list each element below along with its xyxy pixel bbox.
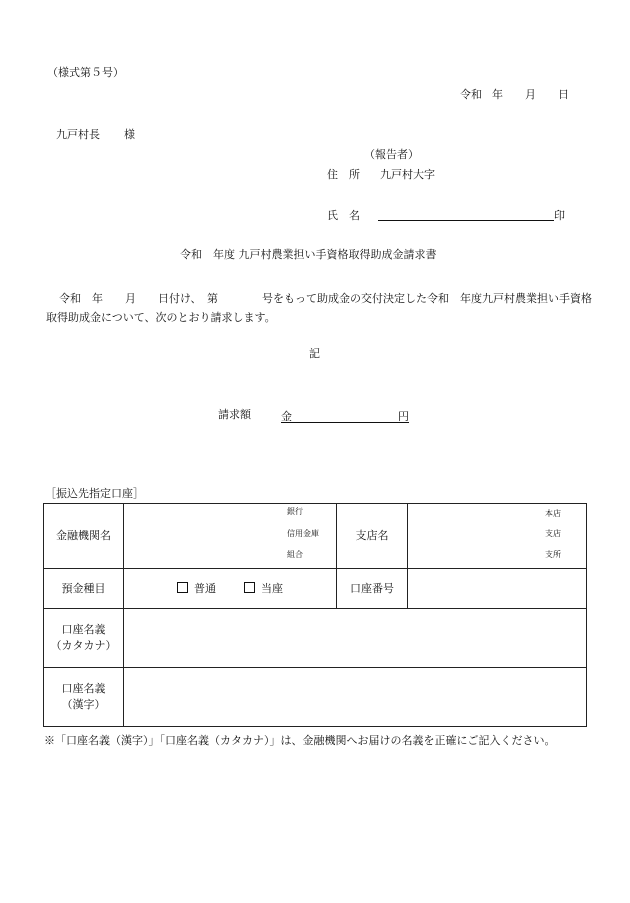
amount-field[interactable] <box>281 410 409 423</box>
addressee <box>56 128 135 141</box>
footnote: ※「口座名義（漢字）」「口座名義（カタカナ）」は、金融機関へお届けの名義を正確にご記入ください。 <box>44 734 556 747</box>
holder-kanji-cell[interactable] <box>124 668 587 727</box>
name-row <box>327 208 565 222</box>
deposit-type-label: 預金種目 <box>44 569 124 609</box>
checkbox-icon[interactable] <box>244 582 255 593</box>
institution-type-shinkin: 信用金庫 <box>287 529 319 538</box>
institution-name-cell[interactable] <box>124 504 337 569</box>
holder-kana-row <box>44 609 587 668</box>
branch-type-shiten: 支店 <box>545 529 561 538</box>
account-number-label: 口座番号 <box>337 569 408 609</box>
institution-type-bank: 銀行 <box>287 507 303 516</box>
amount-label: 請求額 <box>218 408 251 421</box>
request-body-text: 令和 年 月 日付け、 第 号をもって助成金の交付決定した令和 年度九戸村農業担い手資格取得助成金について、次のとおり請求します。 <box>46 292 593 324</box>
account-number-cell[interactable] <box>408 569 587 609</box>
name-label: 氏 名 <box>327 209 360 222</box>
deposit-options-cell <box>124 569 337 609</box>
holder-kanji-label: 口座名義 （漢字） <box>44 668 124 727</box>
deposit-option-toza[interactable]: 当座 <box>244 582 283 595</box>
address-row <box>327 168 435 181</box>
date-day-unit: 日 <box>558 88 569 101</box>
bank-account-table <box>43 503 587 727</box>
branch-type-shisho: 支所 <box>545 550 561 559</box>
institution-label: 金融機関名 <box>44 504 124 569</box>
bank-section-title: ［振込先指定口座］ <box>45 487 144 500</box>
branch-type-honten: 本店 <box>545 509 561 518</box>
institution-type-kumiai: 組合 <box>287 550 303 559</box>
institution-row <box>44 504 587 569</box>
holder-kanji-row <box>44 668 587 727</box>
reporter-heading: （報告者） <box>364 148 419 161</box>
date-era: 令和 <box>460 88 482 101</box>
document-title: 令和 年度 九戸村農業担い手資格取得助成金請求書 <box>180 248 437 261</box>
amount-prefix: 金 <box>281 410 292 423</box>
form-number: （様式第５号） <box>47 66 124 79</box>
amount-unit: 円 <box>398 410 409 423</box>
holder-kana-cell[interactable] <box>124 609 587 668</box>
address-label: 住 所 <box>327 168 360 181</box>
institution-types <box>124 504 336 568</box>
address-value[interactable]: 九戸村大字 <box>380 168 435 181</box>
addressee-suffix: 様 <box>124 128 135 141</box>
branch-types <box>408 504 586 568</box>
name-field[interactable] <box>378 208 554 221</box>
checkbox-icon[interactable] <box>177 582 188 593</box>
amount-row <box>218 408 409 423</box>
addressee-name: 九戸村長 <box>56 128 100 141</box>
deposit-row <box>44 569 587 609</box>
ki-heading: 記 <box>309 347 320 360</box>
holder-kana-label: 口座名義 （カタカナ） <box>44 609 124 668</box>
deposit-option-futsu[interactable]: 普通 <box>177 582 216 595</box>
date-year-unit: 年 <box>492 88 503 101</box>
branch-name-cell[interactable] <box>408 504 587 569</box>
date-month-unit: 月 <box>525 88 536 101</box>
date-line <box>460 88 569 101</box>
seal-mark: 印 <box>554 209 565 222</box>
branch-label: 支店名 <box>337 504 408 569</box>
